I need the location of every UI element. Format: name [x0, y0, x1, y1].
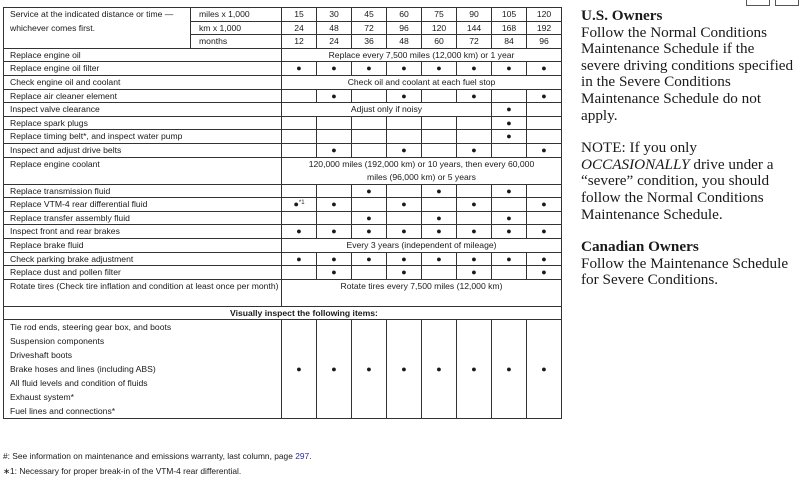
service-dot: ●	[387, 225, 422, 239]
note-emphasis: OCCASIONALLY	[581, 155, 690, 173]
empty-cell	[492, 89, 527, 103]
table-row-rotate-tires	[4, 279, 562, 306]
header-row-miles	[4, 8, 562, 22]
service-dot: ●	[387, 252, 422, 266]
row-label: Replace transfer assembly fluid	[4, 211, 282, 225]
service-dot: ●	[492, 130, 527, 144]
row-label: Check parking brake adjustment	[4, 252, 282, 266]
footnote-period: .	[309, 451, 312, 461]
empty-cell	[317, 116, 352, 130]
service-dot: ●	[282, 225, 317, 239]
months-value: 36	[352, 35, 387, 49]
table-row-vtm4	[4, 198, 562, 212]
row-label: Replace engine oil	[4, 48, 282, 62]
service-dot: ●	[422, 252, 457, 266]
service-dot: ●	[387, 266, 422, 280]
service-dot: ●	[422, 62, 457, 76]
row-span-text: Every 3 years (independent of mileage)	[282, 238, 562, 252]
table-row-brake-fluid	[4, 238, 562, 252]
service-dot: ●	[352, 62, 387, 76]
km-value: 48	[317, 21, 352, 35]
months-value: 24	[317, 35, 352, 49]
service-dot: ●	[457, 198, 492, 212]
service-dot: ●	[317, 266, 352, 280]
row-span-text: Replace every 7,500 miles (12,000 km) or 1 year	[282, 48, 562, 62]
service-dot-with-note	[282, 198, 317, 212]
empty-cell	[527, 116, 562, 130]
km-value: 72	[352, 21, 387, 35]
empty-cell	[282, 143, 317, 157]
table-row-visual-header	[4, 306, 562, 320]
table-row-visual-items	[4, 320, 562, 419]
maintenance-schedule-table	[3, 7, 562, 419]
miles-45: 45	[352, 8, 387, 22]
empty-cell	[352, 198, 387, 212]
visual-inspect-header: Visually inspect the following items:	[4, 306, 562, 320]
row-label: Inspect valve clearance	[4, 103, 282, 117]
service-dot: ●	[352, 184, 387, 198]
footnote-vtm4: ∗1: Necessary for proper break-in of the VTM-4 rear differential.	[3, 466, 242, 476]
row-label: Replace air cleaner element	[4, 89, 282, 103]
empty-cell	[492, 198, 527, 212]
service-dot: ●	[317, 89, 352, 103]
empty-cell	[317, 184, 352, 198]
empty-cell	[527, 103, 562, 117]
service-dot: ●	[457, 252, 492, 266]
service-dot: ●	[352, 252, 387, 266]
row-label: Rotate tires (Check tire inflation and condition at least once per month)	[4, 279, 282, 306]
miles-60: 60	[387, 8, 422, 22]
service-dot: ●	[492, 116, 527, 130]
table-row-drive-belts	[4, 143, 562, 157]
table-row-transmission	[4, 184, 562, 198]
service-dot: ●	[317, 225, 352, 239]
empty-cell	[282, 266, 317, 280]
service-dot: ●	[352, 320, 387, 419]
empty-cell	[492, 266, 527, 280]
empty-cell	[527, 184, 562, 198]
empty-cell	[352, 116, 387, 130]
service-dot: ●	[527, 143, 562, 157]
visual-items-list	[4, 320, 282, 419]
empty-cell	[422, 198, 457, 212]
footnote-text: #: See information on maintenance and emissions warranty, last column, page	[3, 451, 296, 461]
table-row-air-cleaner	[4, 89, 562, 103]
empty-cell	[282, 211, 317, 225]
months-value: 84	[492, 35, 527, 49]
severe-note	[581, 140, 796, 223]
service-dot: ●	[492, 184, 527, 198]
service-dot: ●	[317, 252, 352, 266]
empty-cell	[317, 211, 352, 225]
service-dot: ●	[457, 89, 492, 103]
months-value: 60	[422, 35, 457, 49]
row-label: Replace dust and pollen filter	[4, 266, 282, 280]
row-span-text: Adjust only if noisy	[282, 103, 492, 117]
service-dot: ●	[282, 62, 317, 76]
service-dot: ●	[282, 252, 317, 266]
units-km: km x 1,000	[191, 21, 282, 35]
service-dot: ●	[387, 89, 422, 103]
service-dot: ●	[492, 252, 527, 266]
km-value: 168	[492, 21, 527, 35]
service-dot: ●	[492, 62, 527, 76]
visual-item: Fuel lines and connections*	[10, 406, 116, 417]
service-dot: ●	[457, 266, 492, 280]
service-dot: ●	[527, 62, 562, 76]
service-dot: ●	[317, 62, 352, 76]
service-dot: ●	[422, 225, 457, 239]
months-value: 48	[387, 35, 422, 49]
service-dot: ●	[492, 103, 527, 117]
service-dot: ●	[527, 89, 562, 103]
empty-cell	[282, 116, 317, 130]
row-label: Check engine oil and coolant	[4, 75, 282, 89]
visual-item: Brake hoses and lines (including ABS)	[10, 364, 156, 375]
empty-cell	[282, 184, 317, 198]
empty-cell	[422, 89, 457, 103]
service-dot: ●	[422, 184, 457, 198]
km-value: 96	[387, 21, 422, 35]
service-dot: ●	[352, 225, 387, 239]
table-row-parking-brake	[4, 252, 562, 266]
row-span-text: 120,000 miles (192,000 km) or 10 years, then every 60,000 miles (96,000 km) or 5 years	[282, 157, 562, 184]
us-owners-text: Follow the Normal Conditions Maintenance Schedule if the severe driving conditions specified in the Severe Conditions Maintenance Schedule do not apply.	[581, 23, 794, 124]
empty-cell	[387, 211, 422, 225]
km-value: 120	[422, 21, 457, 35]
service-dot: ●	[492, 225, 527, 239]
empty-cell	[492, 143, 527, 157]
row-label: Replace transmission fluid	[4, 184, 282, 198]
km-value: 192	[527, 21, 562, 35]
visual-item: Suspension components	[10, 336, 105, 347]
service-dot: ●	[282, 320, 317, 419]
miles-75: 75	[422, 8, 457, 22]
table-row-pollen-filter	[4, 266, 562, 280]
table-row-timing-belt	[4, 130, 562, 144]
service-dot: ●	[527, 320, 562, 419]
service-dot: ●	[457, 143, 492, 157]
months-value: 72	[457, 35, 492, 49]
row-label: Replace engine oil filter	[4, 62, 282, 76]
page-297-link[interactable]: 297	[295, 451, 310, 461]
table-row-spark-plugs	[4, 116, 562, 130]
table-row-transfer	[4, 211, 562, 225]
visual-item: All fluid levels and condition of fluids	[10, 378, 148, 389]
empty-cell	[387, 116, 422, 130]
empty-cell	[422, 116, 457, 130]
visual-item: Tie rod ends, steering gear box, and boots	[10, 322, 172, 333]
service-dot: ●	[527, 198, 562, 212]
empty-cell	[317, 130, 352, 144]
schedule-header-label: Service at the indicated distance or time — whichever comes first.	[4, 8, 191, 49]
empty-cell	[457, 184, 492, 198]
service-dot: ●	[422, 211, 457, 225]
service-dot: ●	[352, 211, 387, 225]
empty-cell	[282, 89, 317, 103]
row-label: Replace engine coolant	[4, 157, 282, 184]
miles-120: 120	[527, 8, 562, 22]
service-dot: ●	[457, 225, 492, 239]
canadian-owners-heading: Canadian Owners	[581, 238, 699, 256]
units-miles: miles x 1,000	[191, 8, 282, 22]
empty-cell	[527, 211, 562, 225]
service-dot: ●	[387, 143, 422, 157]
months-value: 96	[527, 35, 562, 49]
service-dot: ●	[492, 211, 527, 225]
empty-cell	[457, 211, 492, 225]
page-marker-box	[746, 0, 770, 6]
months-value: 12	[282, 35, 317, 49]
service-dot: ●	[527, 225, 562, 239]
miles-105: 105	[492, 8, 527, 22]
table-row-engine-oil	[4, 48, 562, 62]
table-row-valve	[4, 103, 562, 117]
service-dot: ●	[317, 198, 352, 212]
miles-30: 30	[317, 8, 352, 22]
table-row-brakes	[4, 225, 562, 239]
us-owners-heading: U.S. Owners	[581, 7, 663, 24]
empty-cell	[282, 130, 317, 144]
empty-cell	[527, 130, 562, 144]
note-suffix: drive under a “severe” condition, you should follow the Normal Conditions Maintenance Schedule.	[581, 155, 774, 223]
empty-cell	[422, 130, 457, 144]
row-label: Replace VTM-4 rear differential fluid	[4, 198, 282, 212]
km-value: 24	[282, 21, 317, 35]
km-value: 144	[457, 21, 492, 35]
service-dot: ●	[527, 252, 562, 266]
miles-15: 15	[282, 8, 317, 22]
row-span-text: Check oil and coolant at each fuel stop	[282, 75, 562, 89]
row-label: Replace brake fluid	[4, 238, 282, 252]
service-dot: ●	[527, 266, 562, 280]
footnote-warranty	[3, 451, 312, 461]
empty-cell	[352, 266, 387, 280]
visual-item: Exhaust system*	[10, 392, 74, 403]
miles-90: 90	[457, 8, 492, 22]
empty-cell	[387, 130, 422, 144]
empty-cell	[352, 130, 387, 144]
page-marker-box	[775, 0, 799, 6]
service-dot: ●	[387, 62, 422, 76]
note-prefix: NOTE: If you only	[581, 139, 697, 157]
service-dot: ●	[457, 320, 492, 419]
empty-cell	[387, 184, 422, 198]
owners-notes-panel	[581, 8, 796, 289]
empty-cell	[457, 130, 492, 144]
row-label: Replace timing belt*, and inspect water pump	[4, 130, 282, 144]
table-row-check-oil	[4, 75, 562, 89]
units-months: months	[191, 35, 282, 49]
visual-item: Driveshaft boots	[10, 350, 73, 361]
empty-cell	[352, 89, 387, 103]
service-dot: ●	[387, 198, 422, 212]
service-dot: ●	[422, 320, 457, 419]
empty-cell	[422, 143, 457, 157]
row-label: Inspect and adjust drive belts	[4, 143, 282, 157]
row-span-text: Rotate tires every 7,500 miles (12,000 km)	[282, 279, 562, 306]
empty-cell	[457, 116, 492, 130]
row-label: Inspect front and rear brakes	[4, 225, 282, 239]
service-dot: ●	[492, 320, 527, 419]
footnote-mark: *1	[298, 200, 305, 207]
empty-cell	[422, 266, 457, 280]
service-dot: ●	[317, 143, 352, 157]
table-row-oil-filter	[4, 62, 562, 76]
canadian-owners-text: Follow the Maintenance Schedule for Severe Conditions.	[581, 254, 789, 289]
empty-cell	[352, 143, 387, 157]
service-dot: ●	[317, 320, 352, 419]
service-dot: ●	[387, 320, 422, 419]
table-row-coolant	[4, 157, 562, 184]
row-label: Replace spark plugs	[4, 116, 282, 130]
service-dot: ●	[293, 199, 299, 210]
service-dot: ●	[457, 62, 492, 76]
